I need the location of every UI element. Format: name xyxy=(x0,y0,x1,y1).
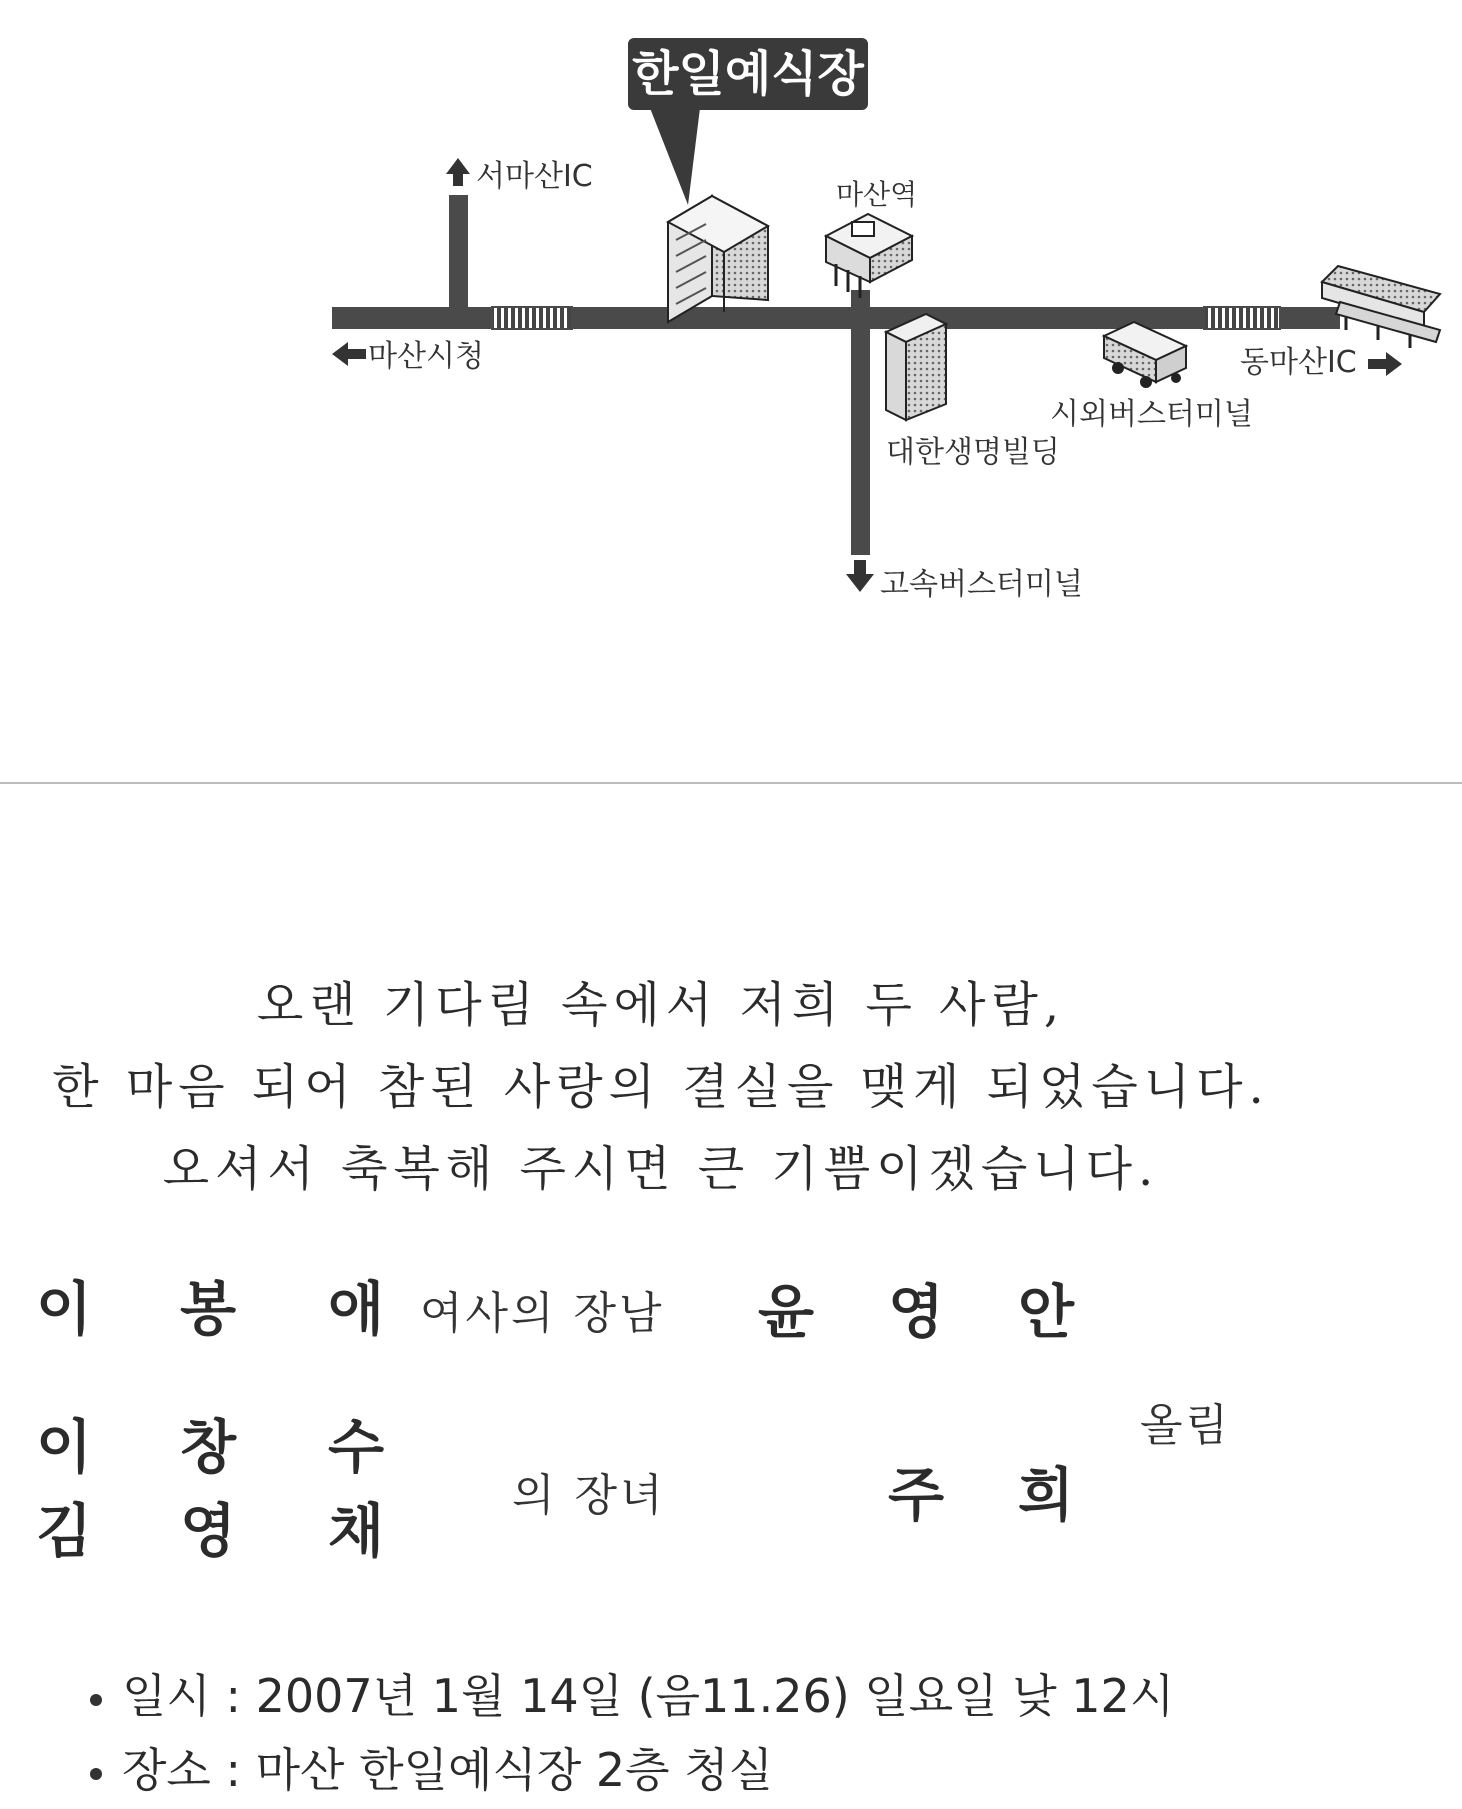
bride-mother-char-2: 영 xyxy=(180,1497,237,1565)
message-line-1: 오랜 기다림 속에서 저희 두 사람, xyxy=(256,977,1066,1033)
bus-icon xyxy=(1104,322,1186,388)
detail-date xyxy=(90,1660,1174,1726)
arrow-right-icon xyxy=(1368,352,1402,376)
label-city-hall: 마산시청 xyxy=(368,339,484,374)
location-map xyxy=(0,0,1462,780)
groom-relation: 여사의 장남 xyxy=(420,1288,665,1339)
map-drawing xyxy=(0,0,1462,780)
venue-label: 한일예식장 xyxy=(632,46,864,102)
groom-char-2: 영 xyxy=(888,1278,945,1346)
main-road xyxy=(332,307,1340,329)
label-daehan-building: 대한생명빌딩 xyxy=(886,435,1060,470)
arrow-up-icon xyxy=(446,158,470,186)
venue-building-icon xyxy=(668,196,768,322)
detail-date-text: 일시 : 2007년 1월 14일 (음11.26) 일요일 낮 12시 xyxy=(122,1669,1175,1723)
bride-char-1: 주 xyxy=(888,1461,945,1529)
message-line-3: 오셔서 축복해 주시면 큰 기쁨이겠습니다. xyxy=(162,1141,1160,1197)
bride-char-2: 희 xyxy=(1018,1461,1075,1529)
detail-place xyxy=(90,1734,773,1800)
groom-char-1: 윤 xyxy=(758,1278,815,1346)
label-intercity-terminal: 시외버스터미널 xyxy=(1050,397,1253,432)
bride-relation: 의 장녀 xyxy=(512,1470,666,1521)
label-west-ic: 서마산IC xyxy=(476,159,593,194)
bride-mother-char-3: 채 xyxy=(328,1497,385,1565)
arrow-down-icon xyxy=(846,560,874,592)
bride-father-char-3: 수 xyxy=(328,1413,385,1481)
bride-mother-char-1: 김 xyxy=(36,1497,93,1565)
west-ic-road xyxy=(449,195,468,310)
groom-parent-char-2: 봉 xyxy=(180,1275,237,1343)
interchange-icon xyxy=(1322,266,1440,348)
bride-father-char-2: 창 xyxy=(180,1413,237,1481)
detail-place-text: 장소 : 마산 한일예식장 2층 청실 xyxy=(122,1743,774,1797)
daehan-building-icon xyxy=(886,314,946,420)
groom-parent-char-1: 이 xyxy=(36,1275,93,1343)
label-express-terminal: 고속버스터미널 xyxy=(880,567,1083,602)
arrow-left-icon xyxy=(332,342,366,366)
bullet-icon xyxy=(90,1694,102,1706)
closing-signature: 올림 xyxy=(1140,1400,1232,1451)
south-road xyxy=(851,290,870,555)
label-east-ic: 동마산IC xyxy=(1240,345,1357,380)
label-station: 마산역 xyxy=(836,178,918,211)
fold-line xyxy=(0,782,1462,784)
bullet-icon xyxy=(90,1768,102,1780)
station-building-icon xyxy=(826,214,912,298)
groom-parent-char-3: 애 xyxy=(328,1275,385,1343)
message-line-2: 한 마음 되어 참된 사랑의 결실을 맺게 되었습니다. xyxy=(52,1059,1270,1115)
groom-char-3: 안 xyxy=(1018,1278,1075,1346)
bride-father-char-1: 이 xyxy=(36,1413,93,1481)
